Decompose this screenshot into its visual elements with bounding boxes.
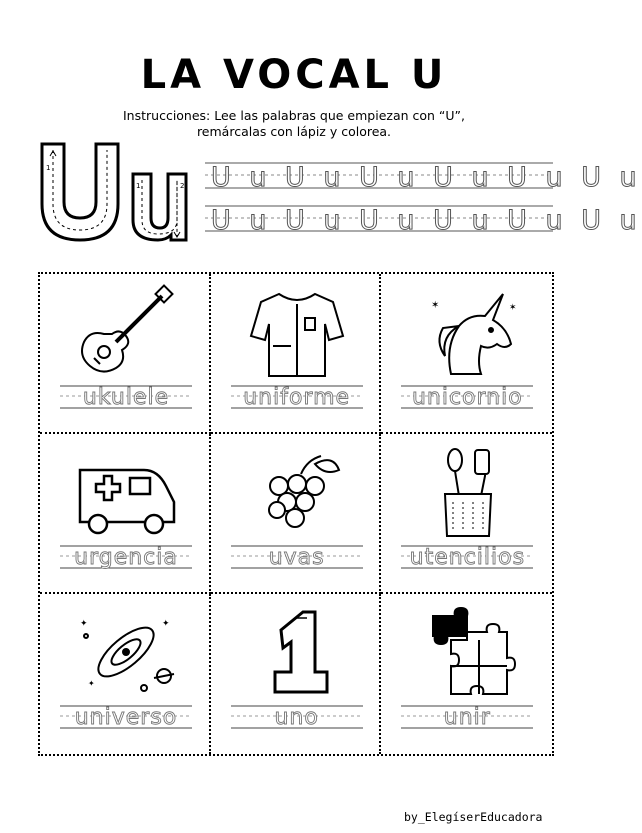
- page-title: LA VOCAL U: [140, 52, 448, 98]
- word-trace-line[interactable]: [401, 544, 533, 574]
- word-trace-line[interactable]: [231, 704, 363, 734]
- uniform-shirt-icon: [241, 286, 353, 380]
- word-trace-line[interactable]: [60, 544, 192, 574]
- word-trace-line[interactable]: [60, 384, 192, 414]
- card-unicornio[interactable]: [381, 274, 552, 434]
- svg-text:✶: ✶: [509, 303, 517, 313]
- card-word: uniforme: [243, 385, 351, 410]
- card-universo[interactable]: [40, 594, 211, 754]
- trace-text: U u U u U u U u U u U u: [211, 205, 642, 236]
- instructions: [60, 108, 528, 140]
- word-trace-line[interactable]: [60, 704, 192, 734]
- card-uniforme[interactable]: [211, 274, 382, 434]
- kitchen-utensils-icon: [411, 446, 523, 540]
- word-trace-line[interactable]: [231, 384, 363, 414]
- trace-row-2[interactable]: [205, 203, 642, 239]
- ambulance-icon: [70, 446, 182, 540]
- author-credit: by_ElegíserEducadora: [404, 810, 543, 824]
- card-word: universo: [74, 705, 178, 730]
- word-trace-line[interactable]: [231, 544, 363, 574]
- card-utencilios[interactable]: [381, 434, 552, 594]
- svg-text:✦: ✦: [80, 619, 88, 629]
- card-unir[interactable]: [381, 594, 552, 754]
- svg-text:2: 2: [180, 182, 185, 190]
- word-trace-line[interactable]: [401, 704, 533, 734]
- ukulele-icon: [70, 286, 182, 380]
- number-one-icon: [241, 606, 353, 700]
- trace-row-1[interactable]: [205, 160, 642, 196]
- word-trace-line[interactable]: [401, 384, 533, 414]
- svg-text:✦: ✦: [88, 679, 95, 688]
- instructions-line-1: Instrucciones: Lee las palabras que empiezan con “U”,: [122, 108, 466, 123]
- card-word: ukulele: [82, 385, 170, 410]
- puzzle-icon: [411, 606, 523, 700]
- unicorn-icon: [411, 286, 523, 380]
- word-card-grid: [38, 272, 554, 756]
- svg-text:✶: ✶: [431, 300, 440, 311]
- grapes-icon: [241, 446, 353, 540]
- svg-text:1: 1: [136, 182, 141, 190]
- card-urgencia[interactable]: [40, 434, 211, 594]
- card-uvas[interactable]: [211, 434, 382, 594]
- card-word: uvas: [268, 545, 325, 570]
- trace-text: U u U u U u U u U u U u: [211, 162, 642, 193]
- instructions-line-2: remárcalas con lápiz y colorea.: [196, 124, 392, 139]
- card-word: unir: [443, 705, 491, 730]
- card-word: urgencia: [74, 545, 178, 570]
- svg-text:1: 1: [46, 164, 51, 172]
- card-word: utencilios: [409, 545, 526, 570]
- galaxy-icon: [70, 606, 182, 700]
- card-word: uno: [274, 705, 319, 730]
- card-word: unicornio: [411, 385, 523, 410]
- card-ukulele[interactable]: [40, 274, 211, 434]
- card-uno[interactable]: [211, 594, 382, 754]
- uppercase-u-letter: [34, 140, 194, 245]
- svg-text:✦: ✦: [162, 619, 170, 629]
